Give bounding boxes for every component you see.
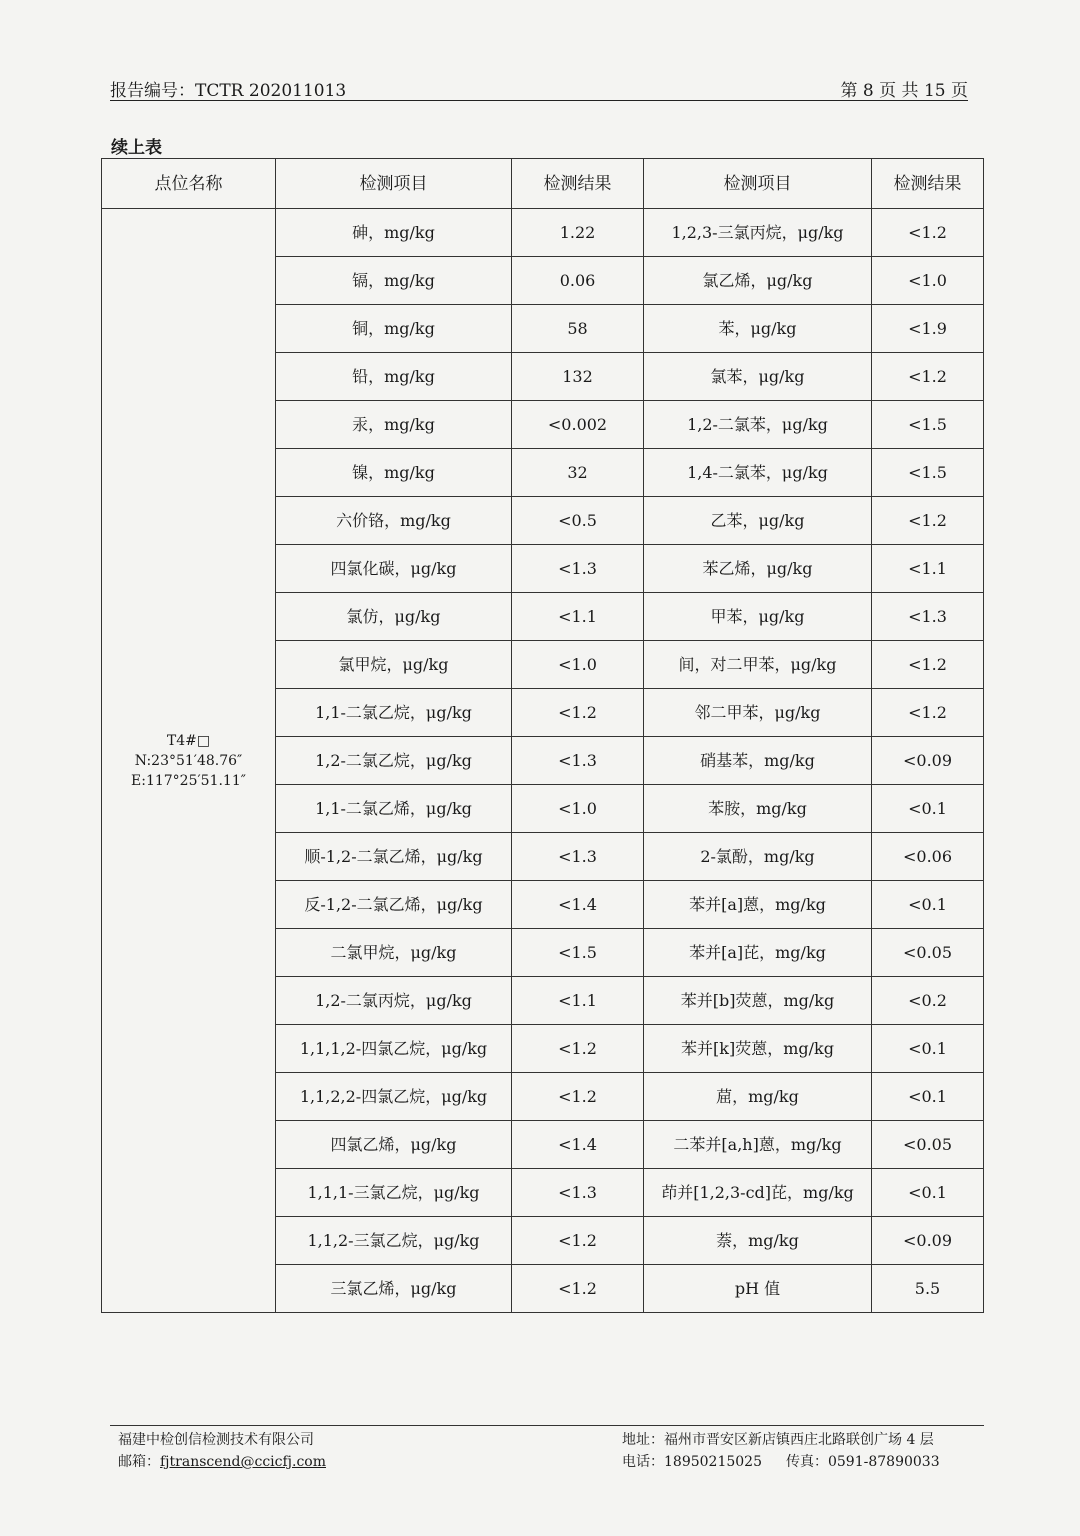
header-item-2: 检测项目 (644, 159, 872, 209)
test-item: 四氯化碳，μg/kg (276, 545, 512, 593)
test-item: 二氯甲烷，μg/kg (276, 929, 512, 977)
test-item: 镍，mg/kg (276, 449, 512, 497)
company-name: 福建中检创信检测技术有限公司 (118, 1432, 314, 1448)
email-link[interactable]: fjtranscend@ccicfj.com (160, 1454, 327, 1470)
continued-label: 续上表 (111, 138, 162, 158)
test-item: 1,1,1-三氯乙烷，μg/kg (276, 1169, 512, 1217)
test-result: <0.06 (872, 833, 984, 881)
test-item: 铜，mg/kg (276, 305, 512, 353)
test-result: <1.5 (872, 401, 984, 449)
test-item: 氯乙烯，μg/kg (644, 257, 872, 305)
test-item: 三氯乙烯，μg/kg (276, 1265, 512, 1313)
test-item: 1,1-二氯乙烯，μg/kg (276, 785, 512, 833)
test-item: 苯乙烯，μg/kg (644, 545, 872, 593)
test-item: 邻二甲苯，μg/kg (644, 689, 872, 737)
test-item: 1,2-二氯乙烷，μg/kg (276, 737, 512, 785)
site-lon: E:117°25′51.11″ (131, 772, 246, 789)
test-result: <1.1 (512, 593, 644, 641)
test-result: <1.2 (512, 1265, 644, 1313)
header-item-1: 检测项目 (276, 159, 512, 209)
fax: 传真：0591-87890033 (785, 1454, 940, 1470)
test-item: 2-氯酚，mg/kg (644, 833, 872, 881)
test-item: 四氯乙烯，μg/kg (276, 1121, 512, 1169)
test-result: <1.3 (512, 833, 644, 881)
test-item: 䓛，mg/kg (644, 1073, 872, 1121)
test-result: <0.1 (872, 1169, 984, 1217)
test-result: <1.5 (512, 929, 644, 977)
test-result: 132 (512, 353, 644, 401)
test-result: <1.2 (872, 209, 984, 257)
email-label: 邮箱： (118, 1454, 160, 1470)
test-item: 1,1,2-三氯乙烷，μg/kg (276, 1217, 512, 1265)
page-header (110, 76, 968, 101)
test-result: <1.2 (512, 1217, 644, 1265)
test-item: 二苯并[a,h]蒽，mg/kg (644, 1121, 872, 1169)
test-result: <1.3 (512, 545, 644, 593)
test-result: <0.1 (872, 785, 984, 833)
test-item: pH 值 (644, 1265, 872, 1313)
test-item: 氯仿，μg/kg (276, 593, 512, 641)
test-result: <1.2 (512, 1073, 644, 1121)
test-item: 苯并[a]蒽，mg/kg (644, 881, 872, 929)
test-item: 顺-1,2-二氯乙烯，μg/kg (276, 833, 512, 881)
test-result: <1.2 (872, 353, 984, 401)
report-number: 报告编号：TCTR 202011013 (110, 81, 347, 101)
test-item: 六价铬，mg/kg (276, 497, 512, 545)
test-result: <0.05 (872, 929, 984, 977)
test-result: <1.1 (512, 977, 644, 1025)
test-result: <1.3 (512, 1169, 644, 1217)
test-result: <0.2 (872, 977, 984, 1025)
test-item: 苯并[k]荧蒽，mg/kg (644, 1025, 872, 1073)
site-lat: N:23°51′48.76″ (134, 752, 243, 769)
test-result: <1.2 (872, 497, 984, 545)
test-item: 镉，mg/kg (276, 257, 512, 305)
test-result: <1.4 (512, 1121, 644, 1169)
test-result: <1.0 (512, 641, 644, 689)
test-result: <0.05 (872, 1121, 984, 1169)
test-result: <0.002 (512, 401, 644, 449)
test-result: 32 (512, 449, 644, 497)
results-table (101, 158, 984, 1313)
contact-line (622, 1451, 940, 1471)
test-item: 1,1-二氯乙烷，μg/kg (276, 689, 512, 737)
test-result: <0.5 (512, 497, 644, 545)
test-item: 1,1,1,2-四氯乙烷，μg/kg (276, 1025, 512, 1073)
test-item: 苯胺，mg/kg (644, 785, 872, 833)
test-result: <1.2 (512, 1025, 644, 1073)
test-item: 苯，μg/kg (644, 305, 872, 353)
site-cell (102, 209, 276, 1313)
test-result: <1.0 (512, 785, 644, 833)
test-item: 1,2-二氯苯，μg/kg (644, 401, 872, 449)
test-item: 茚并[1,2,3-cd]芘，mg/kg (644, 1169, 872, 1217)
test-result: <0.1 (872, 1073, 984, 1121)
test-item: 1,2-二氯丙烷，μg/kg (276, 977, 512, 1025)
test-result: <1.9 (872, 305, 984, 353)
table-header-row (102, 159, 984, 209)
test-item: 氯甲烷，μg/kg (276, 641, 512, 689)
table-body (102, 209, 984, 1313)
test-result: <1.4 (512, 881, 644, 929)
phone: 电话：18950215025 (622, 1454, 762, 1470)
test-item: 乙苯，μg/kg (644, 497, 872, 545)
test-item: 砷，mg/kg (276, 209, 512, 257)
test-item: 萘，mg/kg (644, 1217, 872, 1265)
test-result: <0.09 (872, 1217, 984, 1265)
test-result: <1.2 (872, 641, 984, 689)
test-item: 苯并[b]荧蒽，mg/kg (644, 977, 872, 1025)
page-number: 第 8 页 共 15 页 (840, 81, 968, 101)
test-result: 1.22 (512, 209, 644, 257)
address: 地址：福州市晋安区新店镇西庄北路联创广场 4 层 (622, 1432, 934, 1448)
test-result: <1.5 (872, 449, 984, 497)
test-result: <0.1 (872, 881, 984, 929)
header-site: 点位名称 (102, 159, 276, 209)
test-result: <1.3 (512, 737, 644, 785)
test-result: <1.3 (872, 593, 984, 641)
test-result: 0.06 (512, 257, 644, 305)
page-footer (110, 1425, 984, 1474)
site-name: T4#□ (166, 732, 211, 749)
test-result: <1.1 (872, 545, 984, 593)
test-item: 1,4-二氯苯，μg/kg (644, 449, 872, 497)
test-item: 硝基苯，mg/kg (644, 737, 872, 785)
test-item: 铅，mg/kg (276, 353, 512, 401)
test-item: 氯苯，μg/kg (644, 353, 872, 401)
test-result: <1.2 (512, 689, 644, 737)
header-result-2: 检测结果 (872, 159, 984, 209)
email-line (118, 1451, 326, 1471)
test-item: 1,2,3-三氯丙烷，μg/kg (644, 209, 872, 257)
header-result-1: 检测结果 (512, 159, 644, 209)
test-item: 1,1,2,2-四氯乙烷，μg/kg (276, 1073, 512, 1121)
test-result: 5.5 (872, 1265, 984, 1313)
table-row (102, 209, 984, 257)
test-item: 甲苯，μg/kg (644, 593, 872, 641)
test-result: <0.1 (872, 1025, 984, 1073)
test-item: 反-1,2-二氯乙烯，μg/kg (276, 881, 512, 929)
test-item: 间，对二甲苯，μg/kg (644, 641, 872, 689)
test-result: <1.2 (872, 689, 984, 737)
test-result: <1.0 (872, 257, 984, 305)
test-result: <0.09 (872, 737, 984, 785)
test-result: 58 (512, 305, 644, 353)
test-item: 汞，mg/kg (276, 401, 512, 449)
test-item: 苯并[a]芘，mg/kg (644, 929, 872, 977)
